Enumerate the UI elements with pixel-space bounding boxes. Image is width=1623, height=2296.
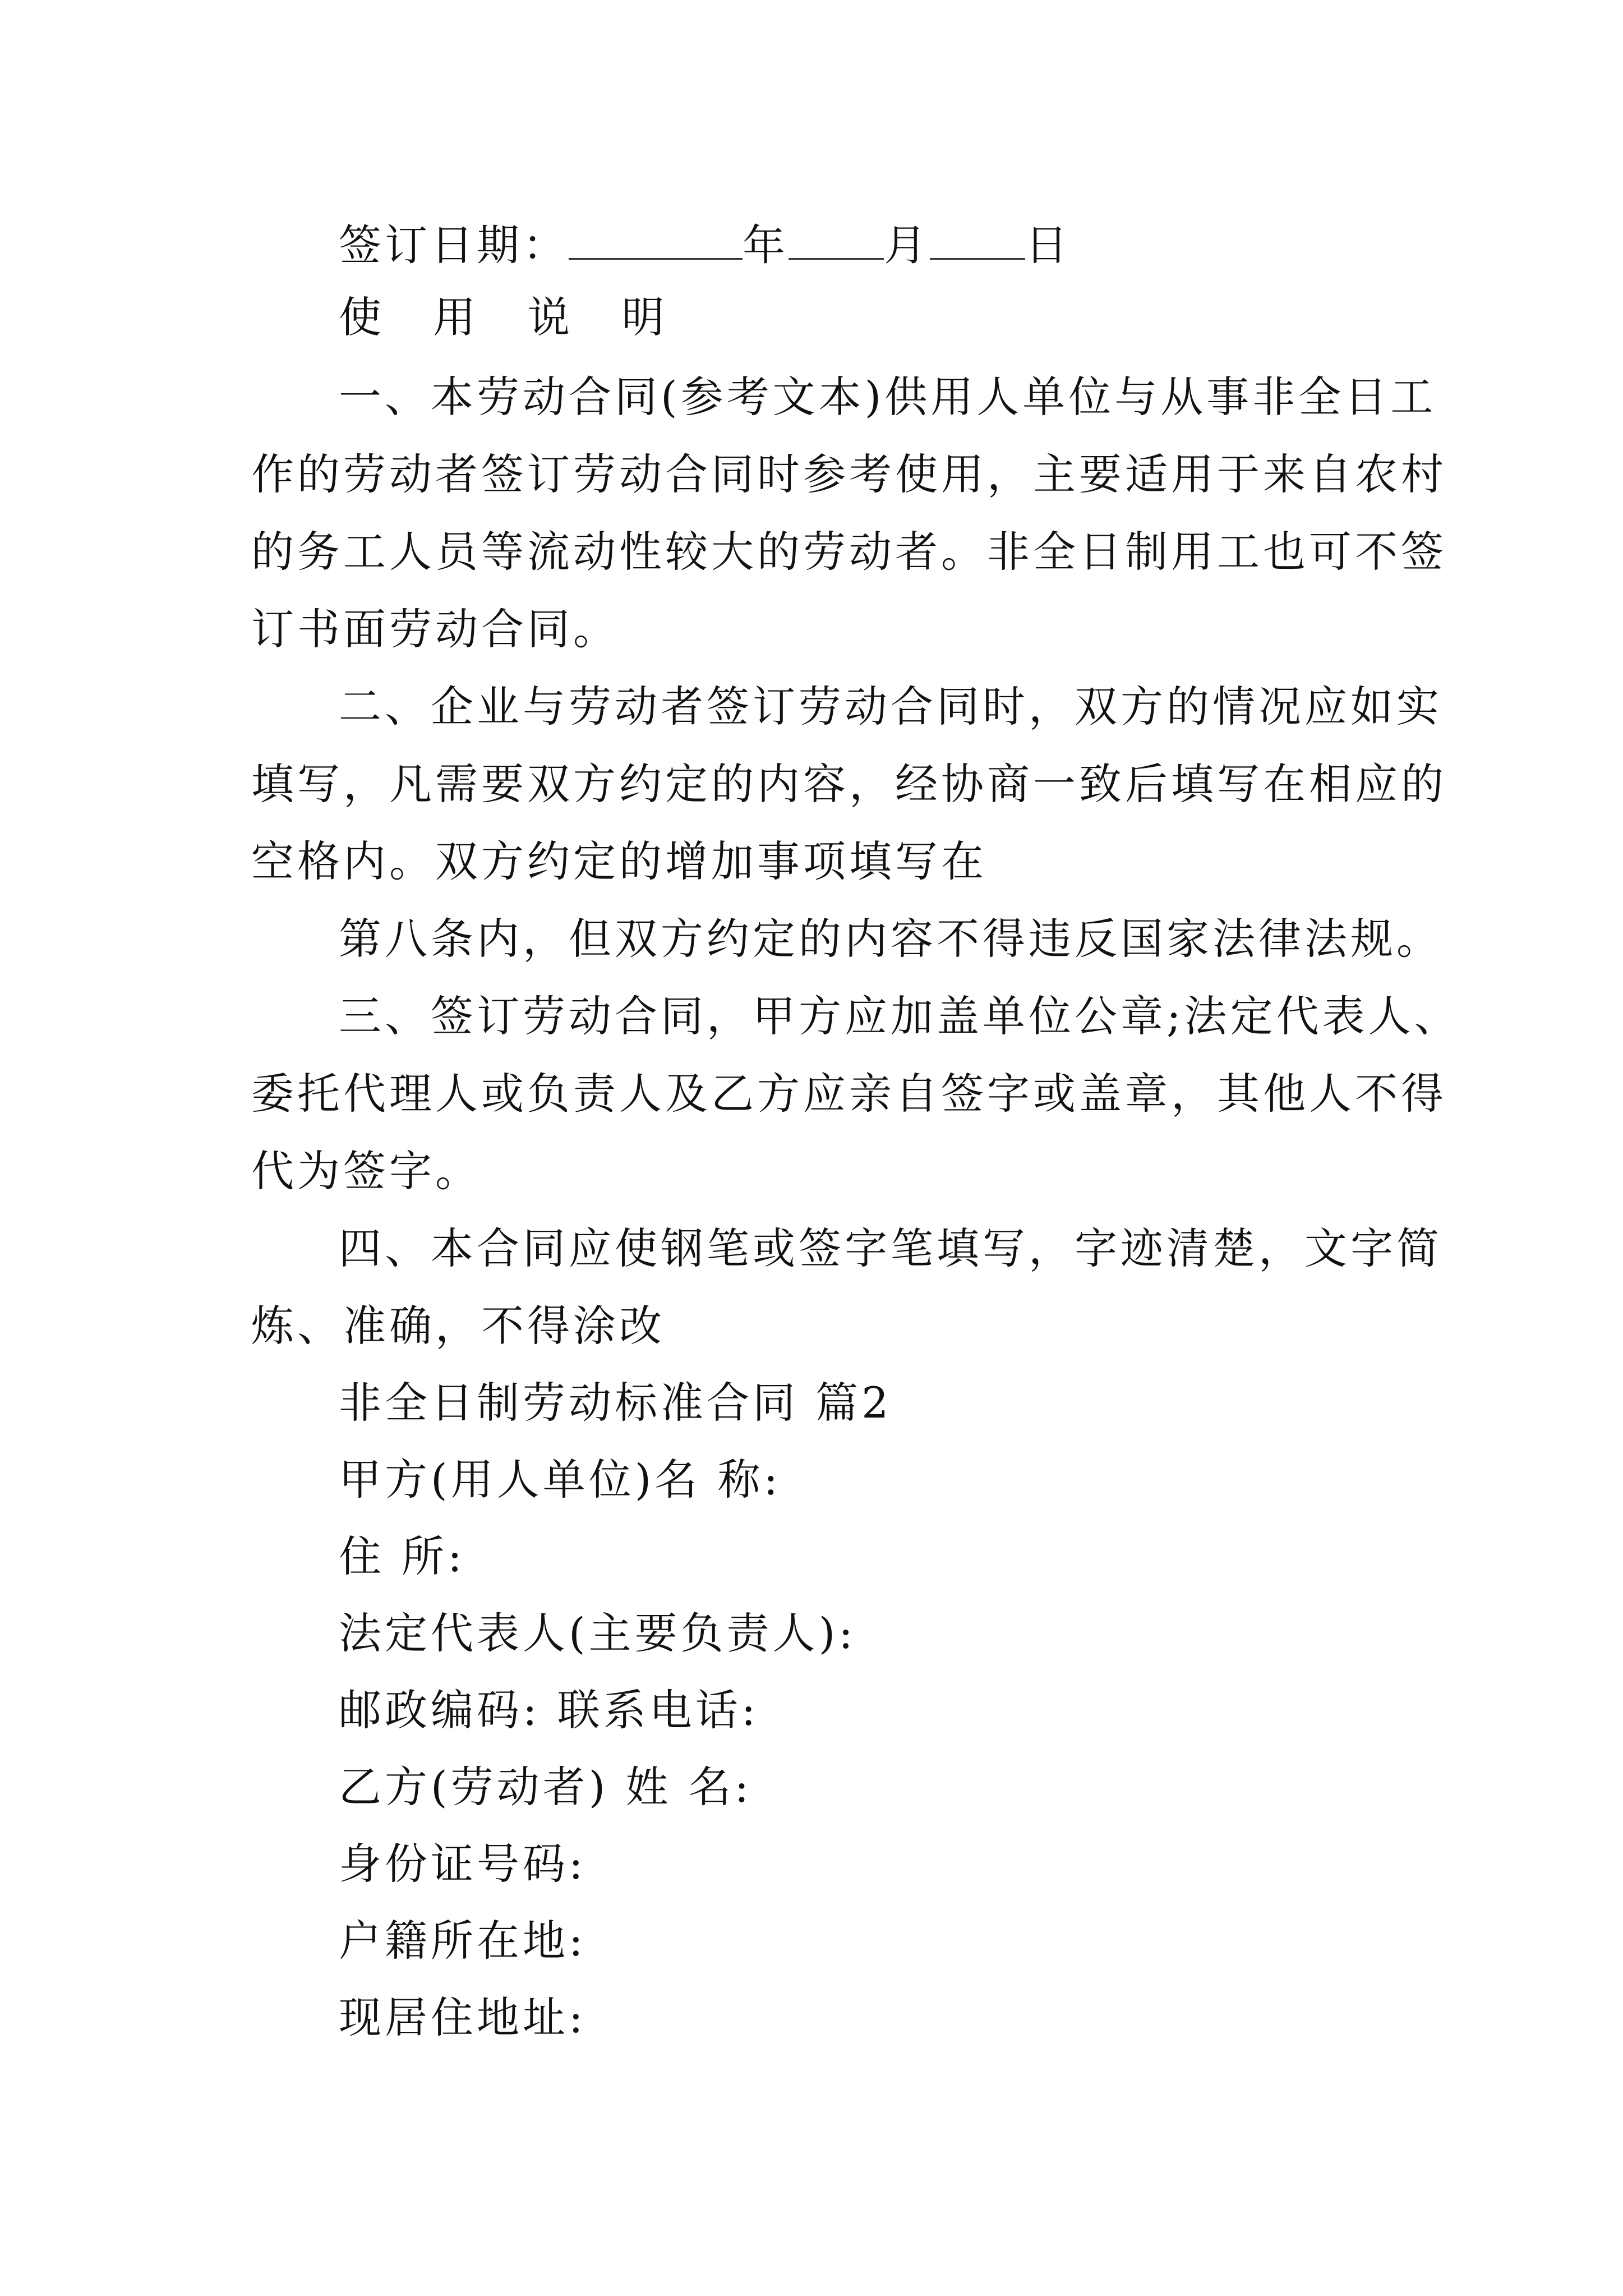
party-b-address: 现居住地址:	[339, 1993, 587, 2042]
item1-line2: 作的劳动者签订劳动合同时参考使用，主要适用于来自农村	[251, 449, 1447, 499]
party-a-contact: 邮政编码: 联系电话:	[339, 1685, 759, 1735]
item4-line2: 炼、准确，不得涂改	[251, 1301, 665, 1351]
month-blank	[789, 220, 884, 260]
item4-line1: 四、本合同应使钢笔或签字笔填写，字迹清楚，文字简	[339, 1223, 1442, 1273]
year-blank	[569, 220, 743, 260]
sign-date-label: 签订日期：	[339, 220, 569, 270]
year-label: 年	[743, 220, 789, 270]
section2-title: 非全日制劳动标准合同 篇2	[339, 1378, 892, 1428]
month-label: 月	[884, 220, 930, 270]
party-b-hukou: 户籍所在地:	[339, 1916, 587, 1966]
day-label: 日	[1025, 220, 1071, 270]
item3-line2: 委托代理人或负责人及乙方应亲自签字或盖章，其他人不得	[251, 1069, 1447, 1119]
day-blank	[930, 220, 1025, 260]
item3-line1: 三、签订劳动合同，甲方应加盖单位公章;法定代表人、	[339, 991, 1460, 1041]
item2-line3: 空格内。双方约定的增加事项填写在	[251, 836, 987, 886]
item2-line2: 填写，凡需要双方约定的内容，经协商一致后填写在相应的	[251, 759, 1447, 809]
item1-line3: 的务工人员等流动性较大的劳动者。非全日制用工也可不签	[251, 527, 1447, 577]
party-a-representative: 法定代表人(主要负责人):	[339, 1608, 856, 1658]
item1-line1: 一、本劳动合同(参考文本)供用人单位与从事非全日工	[339, 372, 1437, 422]
sign-date-line	[339, 220, 1071, 270]
item2-line1: 二、企业与劳动者签订劳动合同时，双方的情况应如实	[339, 682, 1442, 731]
party-a-address: 住 所:	[339, 1531, 465, 1581]
party-b-id: 身份证号码:	[339, 1839, 587, 1889]
item1-line4: 订书面劳动合同。	[251, 604, 619, 654]
instructions-heading: 使 用 说 明	[339, 292, 684, 342]
item2-line4: 第八条内，但双方约定的内容不得违反国家法律法规。	[339, 914, 1442, 964]
party-b-name: 乙方(劳动者) 姓 名:	[339, 1762, 753, 1812]
item3-line3: 代为签字。	[251, 1146, 481, 1196]
party-a-name: 甲方(用人单位)名 称:	[339, 1455, 782, 1504]
